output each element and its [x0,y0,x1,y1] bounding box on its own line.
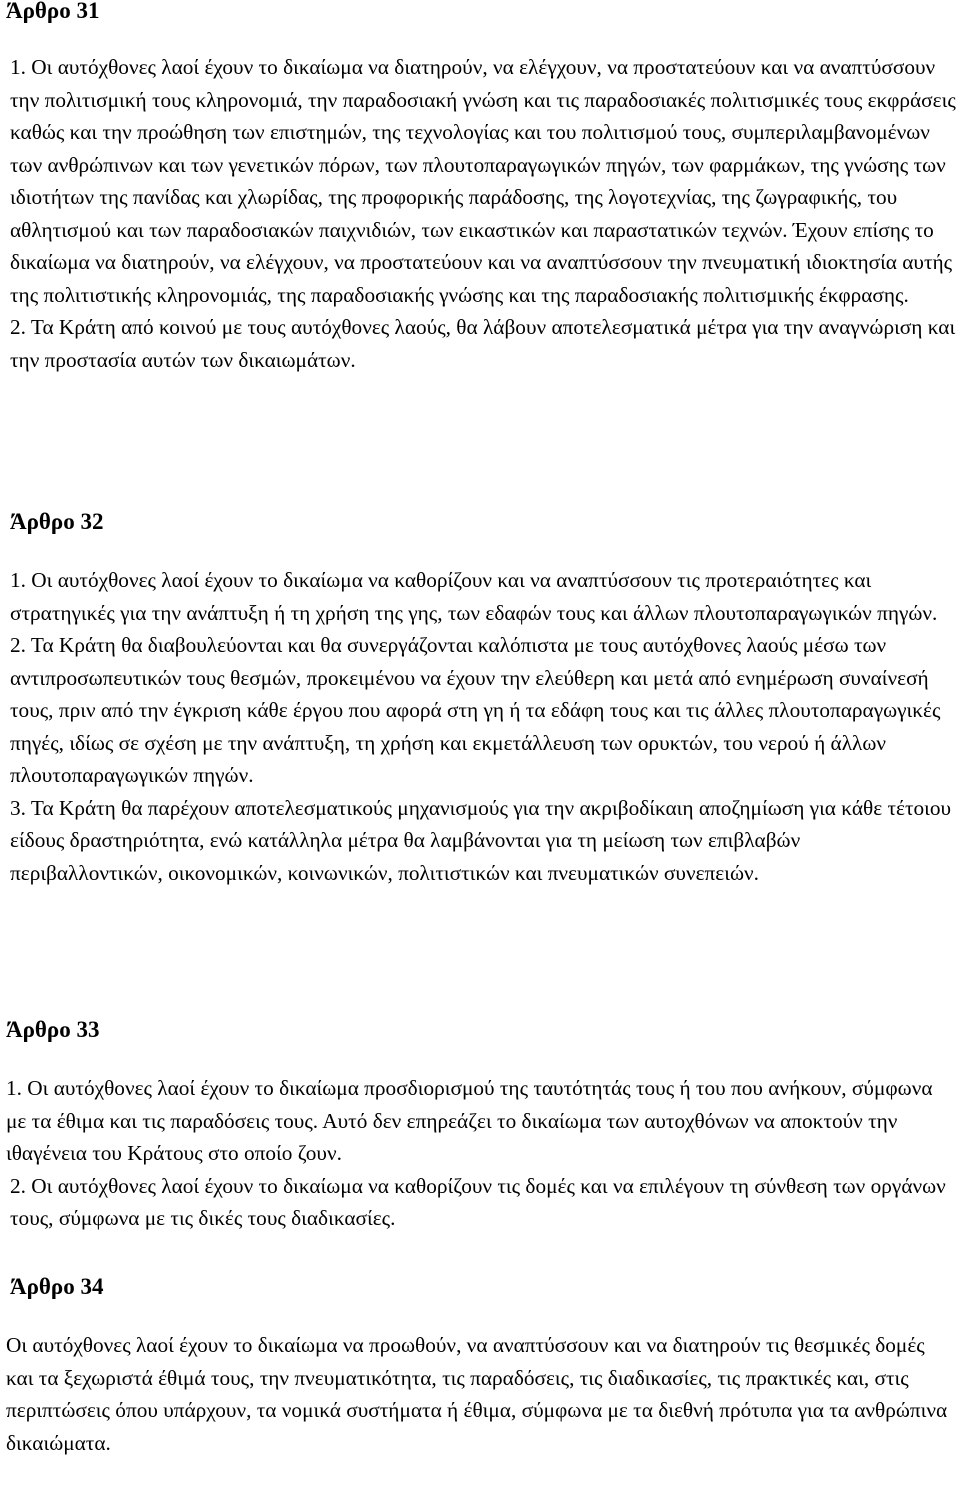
article-title: Άρθρο 32 [10,509,104,534]
article-title: Άρθρο 33 [6,1017,100,1042]
article-paragraph: 2. Οι αυτόχθονες λαοί έχουν το δικαίωμα να καθορίζουν τις δομές και να επιλέγουν τη σύνθεση των οργάνων τους, σύμφωνα με τις δικές τους διαδικασίες. [10,1173,946,1230]
article-paragraph: 2. Τα Κράτη θα διαβουλεύονται και θα συνεργάζονται καλόπιστα με τους αυτόχθονες λαούς μέσω των αντιπροσωπευτικών τους θεσμών, προκειμένου να έχουν την ελεύθερη και μετά από ενημέρωση συναίνεσή τους, πριν από την έγκριση κάθε έργου που αφορά στη γη ή τα εδάφη τους και τις άλλες πλουτοπαραγωγικές πηγές, ιδίως σε σχέση με την ανάπτυξη, τη χρήση και εκμετάλλευση των ορυκτών, του νερού ή άλλων πλουτοπαραγωγικών πηγών. [10,633,941,787]
article-paragraph: 1. Οι αυτόχθονες λαοί έχουν το δικαίωμα προσδιορισμού της ταυτότητάς τους ή του που ανήκουν, σύμφωνα με τα έθιμα και τις παραδόσεις τους. Αυτό δεν επηρεάζει το δικαίωμα των αυτοχθόνων να αποκτούν την ιθαγένεια του Κράτους στο οποίο ζουν. [6,1076,933,1165]
article-paragraph: 3. Τα Κράτη θα παρέχουν αποτελεσματικούς μηχανισμούς για την ακριβοδίκαιη αποζημίωση για κάθε τέτοιου είδους δραστηριότητα, ενώ κατάλληλα μέτρα θα λαμβάνονται για τη μείωση των επιβλαβών περιβαλλοντικών, οικονομικών, κοινωνικών, πολιτιστικών και πνευματικών συνεπειών. [10,795,952,885]
article-paragraph: 1. Οι αυτόχθονες λαοί έχουν το δικαίωμα να καθορίζουν και να αναπτύσσουν τις προτεραιότητες και στρατηγικές για την ανάπτυξη ή τη χρήση της γης, των εδαφών τους και άλλων πλουτοπαραγωγικών πηγών. [10,568,938,625]
article-title: Άρθρο 34 [10,1274,104,1299]
article-title: Άρθρο 31 [6,0,100,23]
article-paragraph: Οι αυτόχθονες λαοί έχουν το δικαίωμα να προωθούν, να αναπτύσσουν και να διατηρούν τις θεσμικές δομές και τα ξεχωριστά έθιμά τους, την πνευματικότητα, τις παραδόσεις, τις διαδικασίες, τις πρακτικές και, στις περιπτώσεις όπου υπάρχουν, τα νομικά συστήματα ή έθιμα, σύμφωνα με τα διεθνή πρότυπα για τα ανθρώπινα δικαιώματα. [6,1333,948,1455]
article-34 [6,1272,956,1459]
article-paragraph: 1. Οι αυτόχθονες λαοί έχουν το δικαίωμα να διατηρούν, να ελέγχουν, να προστατεύουν και να αναπτύσσουν την πολιτισμική τους κληρονομιά, την παραδοσιακή γνώση και τις παραδοσιακές πολιτισμικές τους εκφράσεις καθώς και την προώθηση των επιστημών, της τεχνολογίας και του πολιτισμού τους, συμπεριλαμβανομένων των ανθρώπινων και των γενετικών πόρων, των πλουτοπαραγωγικών πηγών, των φαρμάκων, της γνώσης των ιδιοτήτων της πανίδας και χλωρίδας, της προφορικής παράδοσης, της λογοτεχνίας, της ζωγραφικής, του αθλητισμού και των παραδοσιακών παιχνιδιών, των εικαστικών και παραστατικών τεχνών. Έχουν επίσης το δικαίωμα να διατηρούν, να ελέγχουν, να προστατεύουν και να αναπτύσσουν την πνευματική ιδιοκτησία αυτής της πολιτιστικής κληρονομιάς, της παραδοσιακής γνώσης και της παραδοσιακής πολιτισμικής έκφρασης. [10,55,956,307]
article-33 [6,1015,956,1235]
article-32 [6,507,956,889]
article-31 [6,0,956,376]
article-paragraph: 2. Τα Κράτη από κοινού με τους αυτόχθονες λαούς, θα λάβουν αποτελεσματικά μέτρα για την αναγνώριση και την προστασία αυτών των δικαιωμάτων. [10,315,956,372]
